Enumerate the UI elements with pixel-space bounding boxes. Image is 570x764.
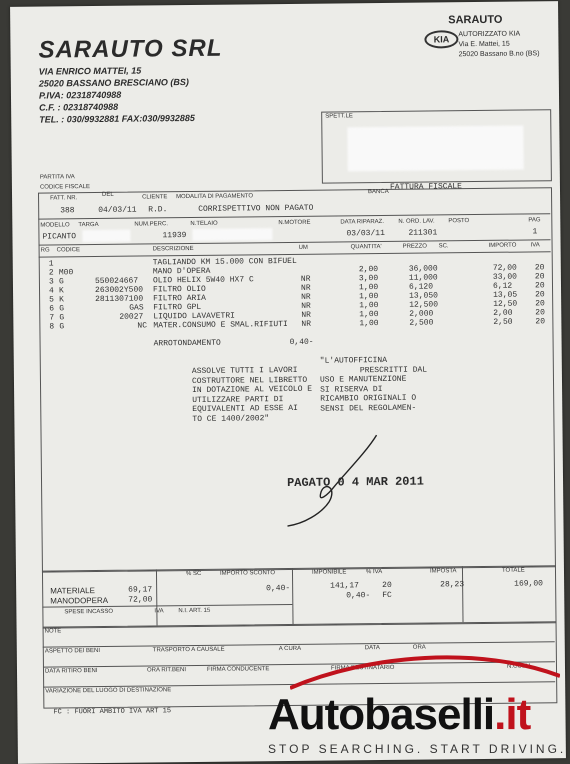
order-number: 211301 (408, 228, 438, 238)
dealer-line1: AUTORIZZATO KIA (458, 30, 521, 39)
notice-line: ASSOLVE TUTTI I LAVORI (191, 365, 298, 377)
col-prezzo: PREZZO (402, 243, 427, 250)
col-iva: IVA (530, 242, 540, 249)
table-row-rg: 3 (48, 277, 54, 287)
label-pagamento: MODALITA DI PAGAMENTO (176, 193, 254, 201)
company-piva: P.IVA: 02318740988 (38, 89, 122, 101)
notice-line: EQUIVALENTI AD ESSE AI (192, 403, 298, 415)
label-cliente: CLIENTE (142, 194, 168, 201)
table-row-iva: 20 (535, 317, 546, 327)
table-row-price: 2,000 (409, 309, 434, 319)
col-importo: IMPORTO (488, 242, 517, 249)
table-row-iva: 20 (534, 263, 545, 273)
table-row-iva: 20 (535, 290, 545, 300)
col-um: UM (298, 244, 308, 251)
invoice-number: 388 (60, 206, 75, 216)
ni-label: N.I. ART. 15 (178, 607, 211, 615)
trasporto-label: TRASPORTO A CAUSALE (152, 646, 225, 654)
table-row-article: 20027 (119, 312, 144, 322)
label-targa: TARGA (78, 221, 99, 229)
table-row-code: G (59, 304, 65, 314)
cura-label: A CURA (278, 645, 302, 653)
table-row-rg: 5 (49, 295, 54, 305)
notice-left (192, 366, 313, 424)
label-motore: N.MOTORE (278, 219, 311, 227)
table-row-code: M00 (58, 268, 74, 278)
table-row-amount: 12,50 (493, 299, 518, 309)
table-row-desc: LIQUIDO LAVAVETRI (153, 311, 235, 322)
table-row-um: NR (301, 310, 311, 320)
rounding-label: ARROTONDAMENTO (153, 338, 221, 349)
table-row-um: NR (301, 292, 311, 302)
table-row-iva: 20 (535, 299, 545, 309)
paid-stamp: PAGATO 0 4 MAR 2011 (286, 474, 424, 491)
invoice-client: R.D. (148, 205, 168, 215)
invoice-type: FATTURA FISCALE (389, 182, 463, 192)
table-row-um: NR (301, 319, 312, 329)
dealer-line2: Via E. Mattei, 15 (458, 40, 510, 49)
invoice-payment: CORRISPETTIVO NON PAGATO (198, 203, 314, 214)
firma-conducente-label: FIRMA CONDUCENTE (206, 666, 270, 673)
col-rg: RG (40, 247, 50, 254)
table-row-article: GAS (129, 303, 144, 313)
table-row-price: 2,500 (409, 318, 434, 328)
table-row-desc: TAGLIANDO KM 15.000 CON BIFUEL (152, 256, 297, 268)
table-row-rg: 8 (49, 322, 55, 332)
table-row-amount: 6,12 (492, 281, 513, 291)
table-row-price: 13,050 (409, 291, 438, 301)
imponibile-value: 141,17 (330, 581, 359, 591)
label-pct-iva: % IVA (365, 569, 383, 576)
table-row-iva: 20 (534, 281, 545, 291)
spett-label: SPETT.LE (325, 113, 353, 120)
table-row-qty: 1,00 (358, 283, 379, 293)
notice-line: RICAMBIO ORIGINALI O (320, 393, 417, 404)
ritiro-label: DATA RITIRO BENI (44, 668, 98, 675)
label-ord-lav: N. ORD. LAV. (398, 218, 435, 225)
redaction-vin (192, 228, 272, 241)
table-row-price: 11,000 (408, 273, 438, 283)
company-address2: 25020 BASSANO BRESCIANO (BS) (38, 77, 189, 89)
vehicle-model: PICANTO (42, 232, 77, 242)
table-row-qty: 2,00 (358, 265, 379, 275)
repair-date: 03/03/11 (346, 228, 385, 239)
company-cf: C.F. : 02318740988 (39, 101, 119, 113)
table-row-code: G (58, 277, 64, 287)
table-row-um: NR (301, 301, 311, 311)
watermark-brand: Autobaselli (268, 690, 495, 739)
invoice-date: 04/03/11 (98, 205, 137, 215)
company-address1: VIA ENRICO MATTEI, 15 (38, 65, 142, 77)
data-label: DATA (364, 645, 380, 652)
table-row-rg: 4 (48, 286, 54, 296)
variazione-label: VARIAZIONE DEL LUOGO DI DESTINAZIONE (45, 687, 172, 695)
spese-label: SPESE INCASSO (64, 608, 114, 616)
table-row-amount: 2,50 (493, 317, 513, 327)
table-row-desc: FILTRO ARIA (153, 293, 206, 304)
table-row-amount: 72,00 (492, 263, 517, 273)
table-row-price: 6,120 (408, 282, 434, 292)
materiale-value: 69,17 (128, 585, 153, 595)
fc-footnote: FC : FUORI AMBITO IVA ART 15 (53, 707, 172, 717)
dealer-name: SARAUTO (448, 13, 503, 27)
notice-line: SI RISERVA DI (320, 384, 383, 395)
col-codice: CODICE (56, 247, 80, 254)
label-importo-sconto: IMPORTO SCONTO (219, 570, 276, 577)
col-descrizione: DESCRIZIONE (152, 245, 194, 253)
table-row-price: 36,000 (408, 264, 438, 274)
table-row-code: G (59, 313, 65, 323)
manodopera-label: MANODOPERA (50, 595, 109, 606)
partita-iva-label: PARTITA IVA (39, 174, 75, 181)
table-row-amount: 2,00 (493, 308, 513, 318)
table-row-desc: OLIO HELIX 5W40 HX7 C (152, 275, 254, 286)
redaction-plate (82, 230, 130, 243)
vehicle-km: 11939 (162, 231, 187, 241)
table-row-amount: 13,05 (493, 290, 518, 300)
label-posto: POSTO (448, 218, 470, 225)
label-totale: TOTALE (501, 567, 525, 574)
label-pag: PAG (528, 217, 541, 224)
notice-line: IN DOTAZIONE AL VEICOLO E (192, 384, 313, 396)
table-row-price: 12,500 (409, 300, 439, 310)
notice-line: USO E MANUTENZIONE (319, 374, 407, 385)
imposta-value: 28,23 (440, 580, 465, 590)
codice-fiscale-label: CODICE FISCALE (39, 184, 90, 191)
col-quantita: QUANTITA' (350, 244, 382, 251)
rounding-imp-value: 0,40- (346, 591, 371, 601)
table-row-um: NR (300, 283, 311, 293)
table-row-code: G (59, 322, 65, 332)
notice-line: SENSI DEL REGOLAMEN- (320, 403, 417, 414)
label-imposta: IMPOSTA (429, 568, 457, 575)
table-row-qty: 1,00 (359, 301, 379, 311)
aspetto-label: ASPETTO DEI BENI (44, 647, 101, 655)
table-row-rg: 6 (49, 304, 55, 314)
totale-value: 169,00 (514, 579, 543, 589)
note-label: NOTE (44, 628, 62, 635)
notice-line: TO CE 1400/2002" (192, 413, 270, 424)
iva-value: 20 (382, 580, 392, 591)
page-number: 1 (532, 227, 538, 237)
table-row-code: K (58, 286, 64, 296)
colli-label: N.COLLI (506, 663, 531, 670)
ora-label: ORA (412, 644, 426, 651)
table-row-article: 550024667 (94, 276, 139, 287)
notice-line: UTILIZZARE PARTI DI (192, 394, 284, 405)
table-row-rg: 7 (49, 313, 55, 323)
table-row-desc: MANO D'OPERA (152, 266, 211, 277)
table-row-rg: 2 (48, 268, 54, 278)
notice-line: PRESCRITTI DAL (359, 365, 428, 375)
rounding-value: 0,40- (289, 337, 314, 347)
col-sc: SC. (438, 243, 449, 250)
table-row-rg: 1 (48, 259, 54, 269)
ora-ritiro-label: ORA RIT.BENI (146, 667, 187, 674)
table-row-iva: 20 (535, 308, 545, 318)
swoosh-icon (290, 650, 560, 690)
materiale-label: MATERIALE (50, 586, 95, 596)
kia-logo: KIA (424, 30, 458, 48)
table-row-article: 263002Y500 (94, 285, 144, 296)
table-row-qty: 1,00 (359, 292, 379, 302)
table-row-article: NC (137, 321, 148, 331)
fc-value: FC (382, 590, 392, 601)
table-row-desc: FILTRO GPL (153, 302, 202, 313)
totals-box (42, 565, 557, 628)
table-row-amount: 33,00 (492, 272, 517, 282)
table-row-qty: 1,00 (359, 319, 379, 329)
company-tel: TEL. : 030/9932881 FAX:030/9932885 (39, 112, 195, 125)
watermark-tld: .it (494, 690, 531, 739)
label-num-perc: NUM.PERC. (134, 221, 169, 228)
iva-label: IVA (154, 608, 164, 615)
manodopera-value: 72,00 (128, 595, 153, 605)
notice-line: COSTRUTTORE NEL LIBRETTO (191, 375, 308, 386)
label-fatt-nr: FATT. NR. (50, 195, 78, 202)
watermark-tagline: STOP SEARCHING. START DRIVING. (268, 742, 567, 756)
redaction-recipient (347, 126, 523, 172)
sconto-value: 0,40- (266, 583, 291, 594)
table-row-qty: 3,00 (358, 274, 379, 284)
dealer-line3: 25020 Bassano B.no (BS) (458, 50, 540, 59)
watermark-logo (268, 690, 530, 740)
label-pct-sc: % SC (185, 570, 202, 578)
table-row-iva: 20 (534, 272, 545, 282)
label-imponibile: IMPONIBILE (311, 569, 347, 576)
notice-right (320, 356, 428, 414)
label-telaio: N.TELAIO (190, 220, 218, 228)
table-row-qty: 1,00 (359, 310, 379, 320)
label-modello: MODELLO (40, 222, 70, 229)
table-row-um: NR (300, 274, 311, 284)
notice-line: "L'AUTOFFICINA (319, 355, 388, 366)
table-row-desc: FILTRO OLIO (152, 284, 206, 295)
company-name: SARAUTO SRL (38, 34, 223, 64)
label-data-riparaz: DATA RIPARAZ. (340, 218, 385, 226)
label-del: DEL (101, 191, 114, 198)
table-row-desc: MATER.CONSUMO E SMAL.RIFIUTI (153, 319, 288, 331)
table-row-code: K (59, 295, 64, 305)
label-banca: BANCA (367, 188, 389, 196)
table-row-article: 2811307100 (95, 294, 144, 305)
firma-destinatario-label: FIRMA DESTINATARIO (330, 664, 395, 672)
